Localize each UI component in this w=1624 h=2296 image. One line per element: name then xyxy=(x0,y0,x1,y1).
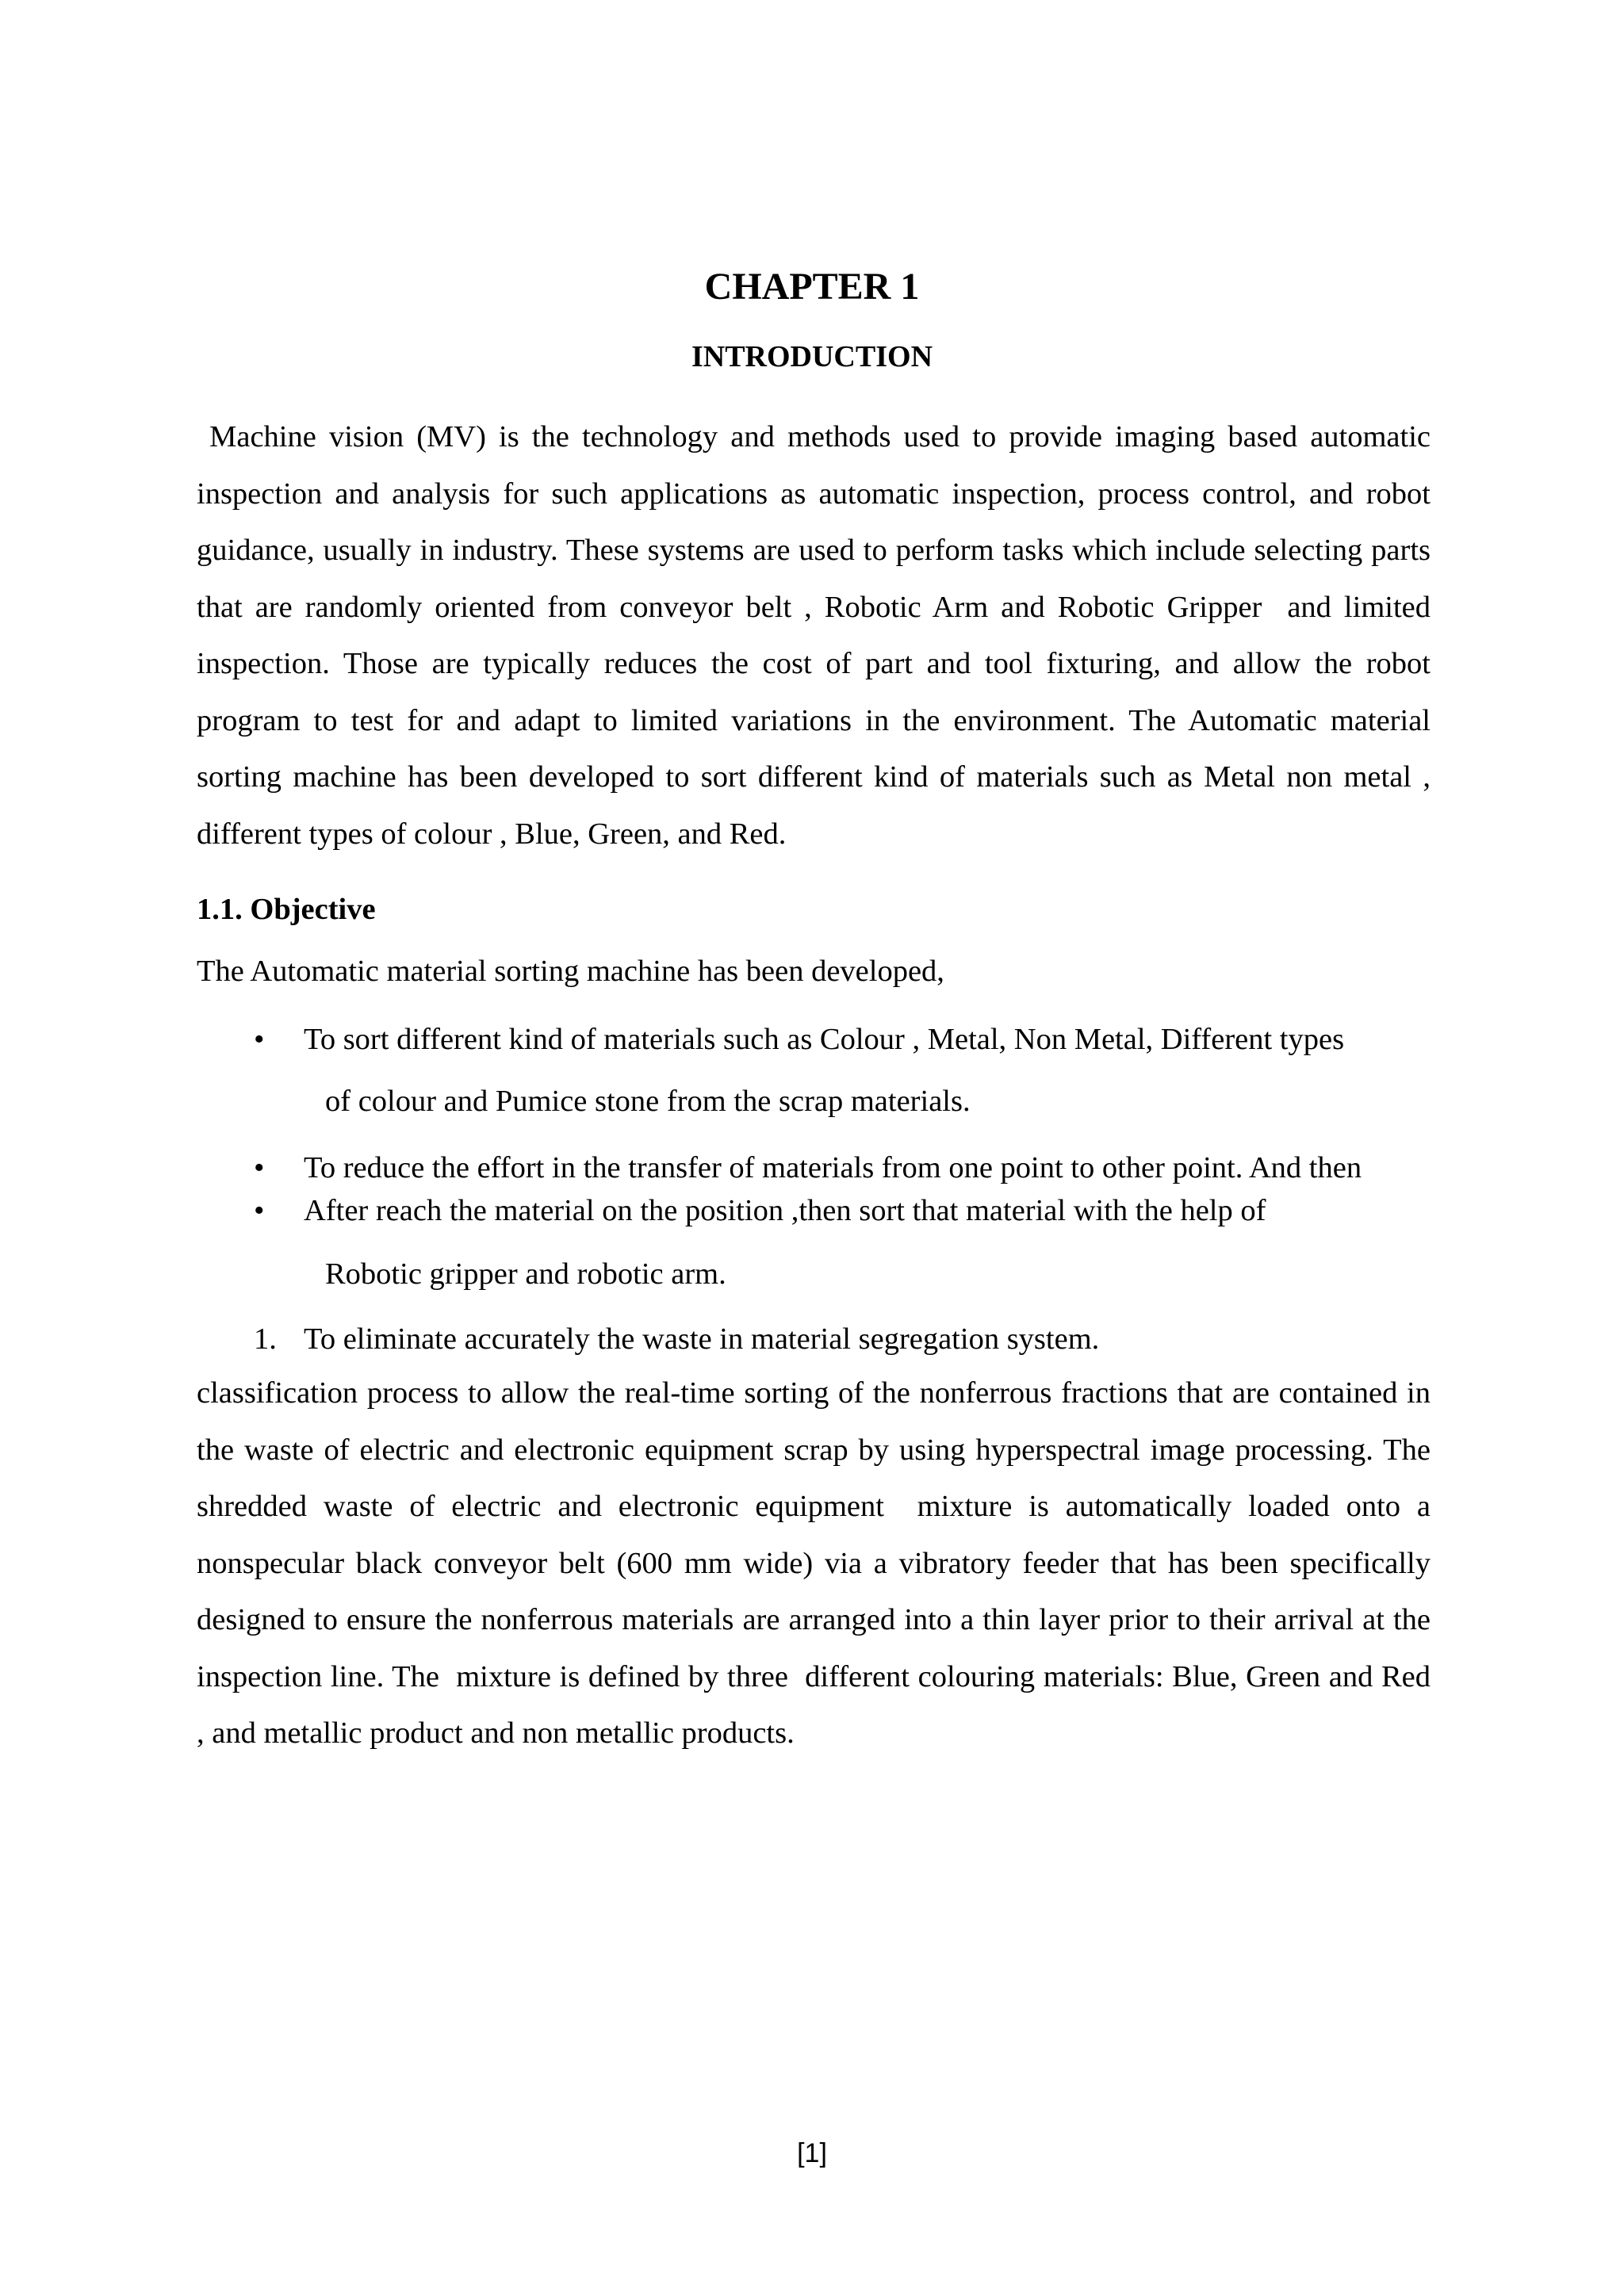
list-item-continuation: Robotic gripper and robotic arm. xyxy=(325,1257,726,1291)
list-item: To sort different kind of materials such as Colour , Metal, Non Metal, Different types xyxy=(304,1023,1345,1056)
page-number: [1] xyxy=(797,2138,827,2168)
list-item: To reduce the effort in the transfer of materials from one point to other point. And then xyxy=(304,1151,1362,1184)
intro-paragraph: Machine vision (MV) is the technology and methods used to provide imaging based automatic inspection and analysis for such applications as automatic inspection, process control, and robot guidance, usually in industry. These systems are used to perform tasks which include selecting parts that are randomly oriented from conveyor belt , Robotic Arm and Robotic Gripper and limited inspection. Those are typically reduces the cost of part and tool fixturing, and allow the robot program to test for and adapt to limited variations in the environment. The Automatic material sorting machine has been developed to sort different kind of materials such as Metal non metal , different types of colour , Blue, Green, and Red. xyxy=(197,420,1438,851)
list-item: After reach the material on the position ,then sort that material with the help of xyxy=(304,1194,1266,1227)
chapter-title: CHAPTER 1 xyxy=(704,266,920,308)
chapter-subtitle: INTRODUCTION xyxy=(691,340,933,373)
bullet-marker: • xyxy=(254,1151,265,1184)
objective-heading: 1.1. Objective xyxy=(197,893,376,926)
bullet-marker: • xyxy=(254,1023,265,1056)
list-item-continuation: of colour and Pumice stone from the scrap materials. xyxy=(325,1085,971,1118)
bullet-marker: • xyxy=(254,1194,265,1227)
closing-paragraph: classification process to allow the real-time sorting of the nonferrous fractions that are contained in the waste of electric and electronic equipment scrap by using hyperspectral image processing. The shredded waste of electric and electronic equipment mixture is automatically loaded onto a nonspecular black conveyor belt (600 mm wide) via a vibratory feeder that has been specifically designed to ensure the nonferrous materials are arranged into a thin layer prior to their arrival at the inspection line. The mixture is defined by three different colouring materials: Blue, Green and Red , and metallic product and non metallic products. xyxy=(197,1376,1438,1750)
list-item: To eliminate accurately the waste in material segregation system. xyxy=(304,1322,1100,1356)
objective-lead: The Automatic material sorting machine has been developed, xyxy=(197,955,944,988)
list-number: 1. xyxy=(254,1322,277,1356)
